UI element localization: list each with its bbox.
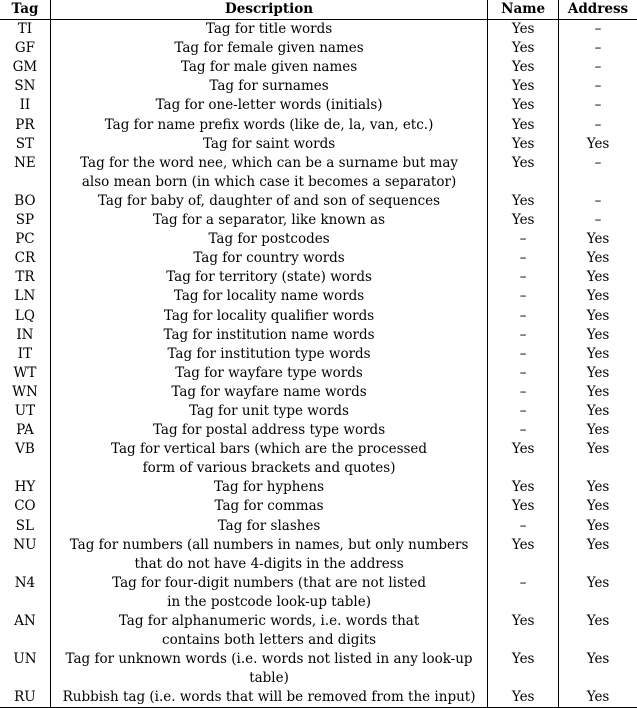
header-description: Description [50, 0, 487, 20]
table-row [0, 268, 637, 287]
description-line: Tag for postal address type words [152, 422, 386, 439]
table-row [0, 364, 637, 383]
description-line: contains both letters and digits [162, 632, 377, 649]
cell-tag: HY [14, 479, 36, 496]
cell-description [50, 230, 487, 249]
cell-address: Yes [559, 517, 637, 536]
table-row [0, 574, 637, 612]
cell-tag: AN [14, 613, 36, 629]
description-line: Tag for name prefix words (like de, la, van, etc.) [104, 116, 434, 133]
cell-address: Yes [559, 421, 637, 440]
cell-name: Yes [488, 96, 559, 115]
cell-address: – [559, 211, 637, 230]
cell-name: – [488, 364, 559, 383]
cell-name: Yes [488, 211, 559, 230]
cell-description [50, 154, 487, 192]
table-row [0, 287, 637, 306]
table-row [0, 307, 637, 326]
cell-address: Yes [559, 287, 637, 306]
table-row [0, 345, 637, 364]
description-line: Tag for postcodes [208, 231, 330, 248]
cell-address: Yes [559, 364, 637, 383]
description-line: Tag for hyphens [214, 479, 325, 496]
cell-description [50, 77, 487, 96]
cell-address: – [559, 154, 637, 192]
cell-address: Yes [559, 326, 637, 345]
description-line: Tag for a separator, like known as [153, 212, 386, 229]
cell-tag: WN [12, 383, 38, 400]
cell-description [50, 39, 487, 58]
description-line: Tag for male given names [180, 59, 358, 76]
cell-address: Yes [559, 135, 637, 154]
cell-name: – [488, 345, 559, 364]
cell-tag: CR [14, 250, 36, 267]
description-line: that do not have 4-digits in the address [134, 555, 404, 572]
cell-address: Yes [559, 612, 637, 650]
cell-description [50, 249, 487, 268]
cell-description [50, 650, 487, 688]
description-line: Tag for surnames [209, 78, 329, 95]
table-row [0, 402, 637, 421]
description-line: Tag for saint words [202, 135, 336, 152]
cell-name: – [488, 249, 559, 268]
cell-description [50, 517, 487, 536]
cell-address: – [559, 58, 637, 77]
cell-name: – [488, 326, 559, 345]
table-row [0, 688, 637, 708]
cell-address: – [559, 192, 637, 211]
cell-tag: SL [15, 517, 35, 534]
description-line: Tag for wayfare type words [175, 364, 363, 381]
cell-description [50, 478, 487, 497]
description-line: Tag for territory (state) words [166, 269, 372, 286]
table-row [0, 20, 637, 40]
description-line: Tag for one-letter words (initials) [155, 97, 383, 114]
cell-address: Yes [559, 650, 637, 688]
cell-tag: CO [14, 498, 36, 515]
cell-description [50, 345, 487, 364]
cell-name: Yes [488, 116, 559, 135]
cell-tag: IT [17, 345, 33, 362]
header-tag: Tag [0, 0, 50, 20]
table-row [0, 536, 637, 574]
table-body [0, 20, 637, 708]
cell-address: Yes [559, 383, 637, 402]
cell-address: Yes [559, 497, 637, 516]
table-row [0, 58, 637, 77]
cell-address: Yes [559, 402, 637, 421]
cell-description [50, 211, 487, 230]
cell-name: – [488, 287, 559, 306]
cell-tag: BO [14, 192, 36, 209]
cell-tag: SN [14, 78, 36, 95]
description-line: Tag for unknown words (i.e. words not listed in any look-up table) [65, 651, 473, 687]
cell-description [50, 612, 487, 650]
table-row [0, 249, 637, 268]
cell-tag: PC [15, 231, 35, 248]
cell-name: Yes [488, 39, 559, 58]
cell-name: – [488, 517, 559, 536]
cell-description [50, 688, 487, 708]
table-row [0, 116, 637, 135]
description-line: Tag for numbers (all numbers in names, but only numbers [69, 536, 469, 553]
table-row [0, 211, 637, 230]
table-row [0, 497, 637, 516]
description-line: in the postcode look-up table) [167, 593, 371, 610]
cell-description [50, 536, 487, 574]
cell-description [50, 364, 487, 383]
cell-address: Yes [559, 440, 637, 478]
table-row [0, 612, 637, 650]
cell-description [50, 192, 487, 211]
cell-tag: ST [15, 135, 35, 152]
cell-address: Yes [559, 345, 637, 364]
cell-name: Yes [488, 440, 559, 478]
description-line: Tag for locality name words [173, 288, 365, 305]
cell-tag: LQ [14, 307, 35, 324]
table-row [0, 383, 637, 402]
description-line: Tag for vertical bars (which are the processed [111, 441, 428, 458]
cell-name: Yes [488, 612, 559, 650]
header-row [0, 0, 637, 20]
cell-description [50, 58, 487, 77]
description-line: form of various brackets and quotes) [142, 460, 396, 477]
cell-address: – [559, 20, 637, 40]
cell-name: – [488, 421, 559, 440]
cell-name: Yes [488, 58, 559, 77]
description-line: Tag for the word nee, which can be a surname but may [80, 154, 459, 171]
description-line: Rubbish tag (i.e. words that will be removed from the input) [62, 689, 476, 706]
table-row [0, 440, 637, 478]
table-row [0, 154, 637, 192]
cell-tag: NE [14, 154, 36, 171]
cell-tag: UN [13, 651, 37, 668]
cell-address: Yes [559, 230, 637, 249]
table-row [0, 230, 637, 249]
description-line: Tag for institution name words [163, 326, 375, 343]
cell-tag: UT [14, 402, 36, 419]
description-line: Tag for institution type words [167, 345, 371, 362]
cell-description [50, 440, 487, 478]
cell-description [50, 497, 487, 516]
cell-name: Yes [488, 478, 559, 497]
cell-description [50, 135, 487, 154]
cell-tag: LN [14, 288, 36, 305]
cell-address: Yes [559, 688, 637, 708]
cell-name: Yes [488, 20, 559, 40]
cell-address: – [559, 39, 637, 58]
cell-name: Yes [488, 135, 559, 154]
cell-name: – [488, 383, 559, 402]
table-row [0, 478, 637, 497]
cell-tag: GM [12, 59, 38, 76]
description-line: Tag for title words [205, 21, 333, 38]
description-line: Tag for commas [214, 498, 324, 515]
cell-description [50, 402, 487, 421]
table-row [0, 96, 637, 115]
cell-name: – [488, 402, 559, 421]
cell-name: Yes [488, 497, 559, 516]
cell-name: Yes [488, 536, 559, 574]
cell-address: Yes [559, 536, 637, 574]
description-line: Tag for unit type words [189, 402, 349, 419]
cell-description [50, 116, 487, 135]
cell-description [50, 307, 487, 326]
table-row [0, 517, 637, 536]
cell-description [50, 268, 487, 287]
description-line: Tag for country words [193, 250, 345, 267]
cell-address: – [559, 77, 637, 96]
table-row [0, 39, 637, 58]
header-address: Address [559, 0, 637, 20]
cell-tag: RU [0, 688, 50, 708]
table-row [0, 192, 637, 211]
cell-tag: NU [13, 536, 37, 553]
cell-name: Yes [488, 688, 559, 708]
cell-address: – [559, 116, 637, 135]
cell-name: Yes [488, 192, 559, 211]
table-row [0, 77, 637, 96]
table-row [0, 326, 637, 345]
cell-address: Yes [559, 249, 637, 268]
cell-name: – [488, 268, 559, 287]
table-row [0, 650, 637, 688]
cell-name: Yes [488, 650, 559, 688]
cell-name: Yes [488, 154, 559, 192]
description-line: Tag for slashes [217, 517, 321, 534]
cell-tag: TI [17, 21, 33, 38]
cell-address: Yes [559, 268, 637, 287]
cell-tag: IN [16, 326, 34, 343]
description-line: Tag for baby of, daughter of and son of sequences [97, 192, 441, 209]
cell-tag: N4 [14, 574, 36, 591]
cell-name: – [488, 307, 559, 326]
cell-tag: WT [13, 364, 37, 381]
cell-name: – [488, 574, 559, 612]
cell-description [50, 287, 487, 306]
header-name: Name [488, 0, 559, 20]
cell-address: Yes [559, 478, 637, 497]
cell-description [50, 574, 487, 612]
cell-description [50, 20, 487, 40]
cell-address: Yes [559, 574, 637, 612]
cell-tag: PA [16, 422, 34, 439]
description-line: Tag for female given names [174, 40, 364, 57]
description-line: also mean born (in which case it becomes a separator) [81, 173, 457, 190]
cell-description [50, 421, 487, 440]
cell-description [50, 383, 487, 402]
cell-name: – [488, 230, 559, 249]
cell-tag: VB [15, 441, 35, 458]
cell-tag: TR [15, 269, 35, 286]
cell-name: Yes [488, 77, 559, 96]
cell-description [50, 326, 487, 345]
cell-tag: II [19, 97, 31, 114]
description-line: Tag for four-digit numbers (that are not listed [112, 574, 426, 591]
cell-description [50, 96, 487, 115]
cell-tag: GF [14, 40, 35, 57]
cell-tag: SP [15, 212, 35, 229]
cell-tag: PR [15, 116, 35, 133]
table-row [0, 421, 637, 440]
description-line: Tag for wayfare name words [171, 383, 367, 400]
description-line: Tag for locality qualifier words [163, 307, 375, 324]
description-line: Tag for alphanumeric words, i.e. words that [118, 613, 420, 629]
cell-address: Yes [559, 307, 637, 326]
table-row [0, 135, 637, 154]
cell-address: – [559, 96, 637, 115]
